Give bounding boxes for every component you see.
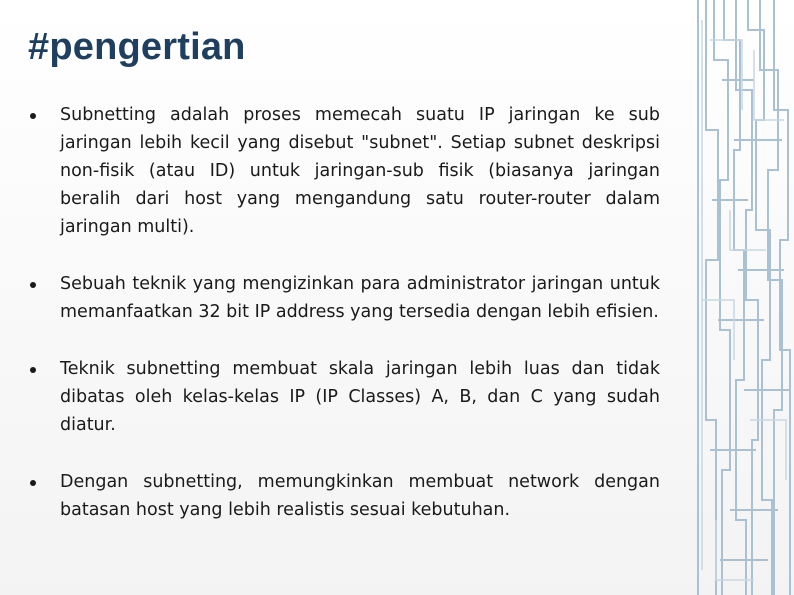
bullet-dot-icon <box>30 480 36 486</box>
bullet-text: Dengan subnetting, memungkinkan membuat network dengan batasan host yang lebih realistis sesuai kebutuhan. <box>60 472 660 520</box>
bullet-item <box>30 270 660 326</box>
bullet-item <box>30 355 660 439</box>
circuit-decoration <box>694 0 794 595</box>
bullet-item <box>30 101 660 241</box>
bullet-list <box>30 101 660 524</box>
bullet-text: Teknik subnetting membuat skala jaringan lebih luas dan tidak dibatas oleh kelas-kelas IP (IP Classes) A, B, dan C yang sudah diatur. <box>60 359 660 435</box>
bullet-dot-icon <box>30 113 36 119</box>
bullet-dot-icon <box>30 282 36 288</box>
bullet-text: Sebuah teknik yang mengizinkan para administrator jaringan untuk memanfaatkan 32 bit IP address yang tersedia dengan lebih efisien. <box>60 274 660 322</box>
bullet-text: Subnetting adalah proses memecah suatu IP jaringan ke sub jaringan lebih kecil yang disebut "subnet". Setiap subnet deskripsi non-fisik (atau ID) untuk jaringan-sub fisik (biasanya jaringan beralih dari host yang mengandung satu router-router dalam jaringan multi). <box>60 105 660 237</box>
bullet-item <box>30 468 660 524</box>
bullet-dot-icon <box>30 367 36 373</box>
slide-title: #pengertian <box>28 26 246 68</box>
